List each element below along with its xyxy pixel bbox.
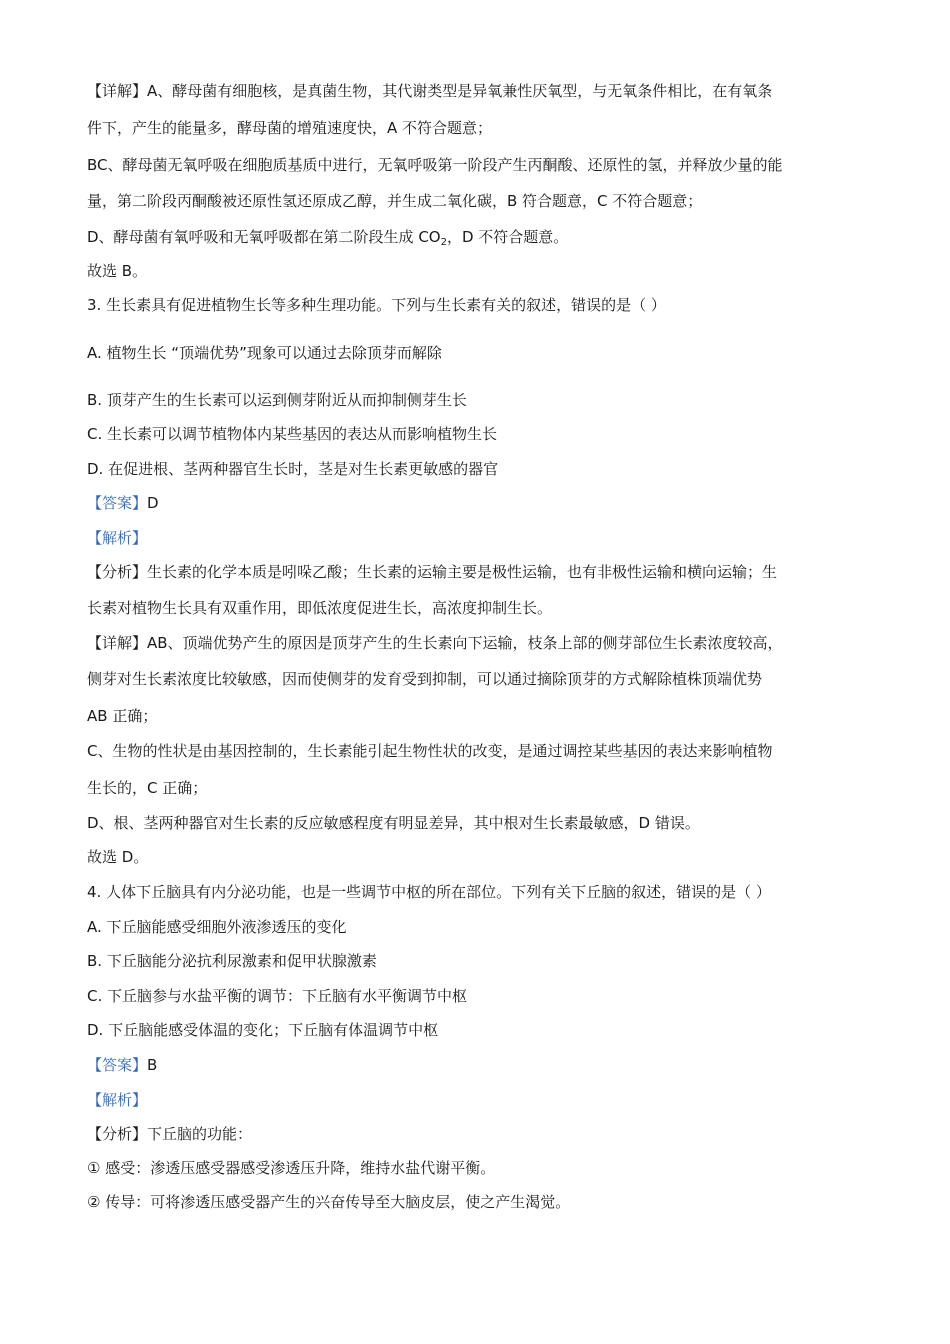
q4-point-1: ① 感受：渗透压感受器感受渗透压升降，维持水盐代谢平衡。 xyxy=(87,1159,496,1177)
q3-conclusion: 故选 D。 xyxy=(87,848,149,866)
q2-detail-line-5-text: D、酵母菌有氧呼吸和无氧呼吸都在第二阶段生成 CO xyxy=(87,228,441,246)
q2-detail-line-3: BC、酵母菌无氧呼吸在细胞质基质中进行，无氧呼吸第一阶段产生丙酮酸、还原性的氢，并释放少量的能 xyxy=(87,156,783,174)
co2-subscript: 2 xyxy=(440,237,447,248)
q3-option-c: C. 生长素可以调节植物体内某些基因的表达从而影响植物生长 xyxy=(87,425,498,443)
q3-detail-line-1: 【详解】AB、顶端优势产生的原因是顶芽产生的生长素向下运输，枝条上部的侧芽部位生长素浓度较高， xyxy=(87,634,783,652)
q4-stem: 4. 人体下丘脑具有内分泌功能，也是一些调节中枢的所在部位。下列有关下丘脑的叙述，错误的是（ ） xyxy=(87,883,771,901)
q4-answer xyxy=(87,1054,157,1075)
q2-detail-line-4: 量，第二阶段丙酮酸被还原性氢还原成乙醇，并生成二氧化碳，B 符合题意，C 不符合题意； xyxy=(87,192,703,210)
q3-detail-line-4: C、生物的性状是由基因控制的，生长素能引起生物性状的改变，是通过调控某些基因的表达来影响植物 xyxy=(87,742,773,760)
q3-stem: 3. 生长素具有促进植物生长等多种生理功能。下列与生长素有关的叙述，错误的是（ ） xyxy=(87,296,666,314)
q2-detail-line-5 xyxy=(87,226,568,248)
q3-detail-line-6: D、根、茎两种器官对生长素的反应敏感程度有明显差异，其中根对生长素最敏感，D 错误。 xyxy=(87,814,700,832)
q4-option-c: C. 下丘脑参与水盐平衡的调节：下丘脑有水平衡调节中枢 xyxy=(87,987,468,1005)
q2-detail-line-1: 【详解】A、酵母菌有细胞核，是真菌生物，其代谢类型是异氧兼性厌氧型，与无氧条件相比，在有氧条 xyxy=(87,82,773,100)
q4-option-a: A. 下丘脑能感受细胞外液渗透压的变化 xyxy=(87,918,347,936)
q3-detail-line-2: 侧芽对生长素浓度比较敏感，因而使侧芽的发育受到抑制，可以通过摘除顶芽的方式解除植株顶端优势 xyxy=(87,670,763,688)
q3-answer xyxy=(87,492,159,513)
q3-detail-line-5: 生长的，C 正确； xyxy=(87,779,208,797)
q3-analysis-label: 【解析】 xyxy=(87,529,148,547)
q4-analysis-label: 【解析】 xyxy=(87,1091,148,1109)
q3-option-a: A. 植物生长 “顶端优势”现象可以通过去除顶芽而解除 xyxy=(87,344,442,362)
answer-label: 【答案】 xyxy=(87,494,148,512)
answer-value: B xyxy=(147,1056,158,1074)
answer-label: 【答案】 xyxy=(87,1056,148,1074)
q4-option-d: D. 下丘脑能感受体温的变化；下丘脑有体温调节中枢 xyxy=(87,1021,439,1039)
q2-detail-line-5-tail: ，D 不符合题意。 xyxy=(446,228,569,246)
q3-detail-line-3: AB 正确； xyxy=(87,707,158,725)
q4-point-2: ② 传导：可将渗透压感受器产生的兴奋传导至大脑皮层，使之产生渴觉。 xyxy=(87,1193,571,1211)
q2-conclusion: 故选 B。 xyxy=(87,262,148,280)
answer-value: D xyxy=(147,494,159,512)
q4-option-b: B. 下丘脑能分泌抗利尿激素和促甲状腺激素 xyxy=(87,952,377,970)
q2-detail-line-2: 件下，产生的能量多，酵母菌的增殖速度快，A 不符合题意； xyxy=(87,119,493,137)
q3-option-b: B. 顶芽产生的生长素可以运到侧芽附近从而抑制侧芽生长 xyxy=(87,391,467,409)
q3-fenxi-line-2: 长素对植物生长具有双重作用，即低浓度促进生长，高浓度抑制生长。 xyxy=(87,599,553,617)
q3-fenxi-line-1: 【分析】生长素的化学本质是吲哚乙酸；生长素的运输主要是极性运输，也有非极性运输和横向运输；生 xyxy=(87,563,778,581)
q4-fenxi: 【分析】下丘脑的功能： xyxy=(87,1125,253,1143)
q3-option-d: D. 在促进根、茎两种器官生长时，茎是对生长素更敏感的器官 xyxy=(87,460,499,478)
